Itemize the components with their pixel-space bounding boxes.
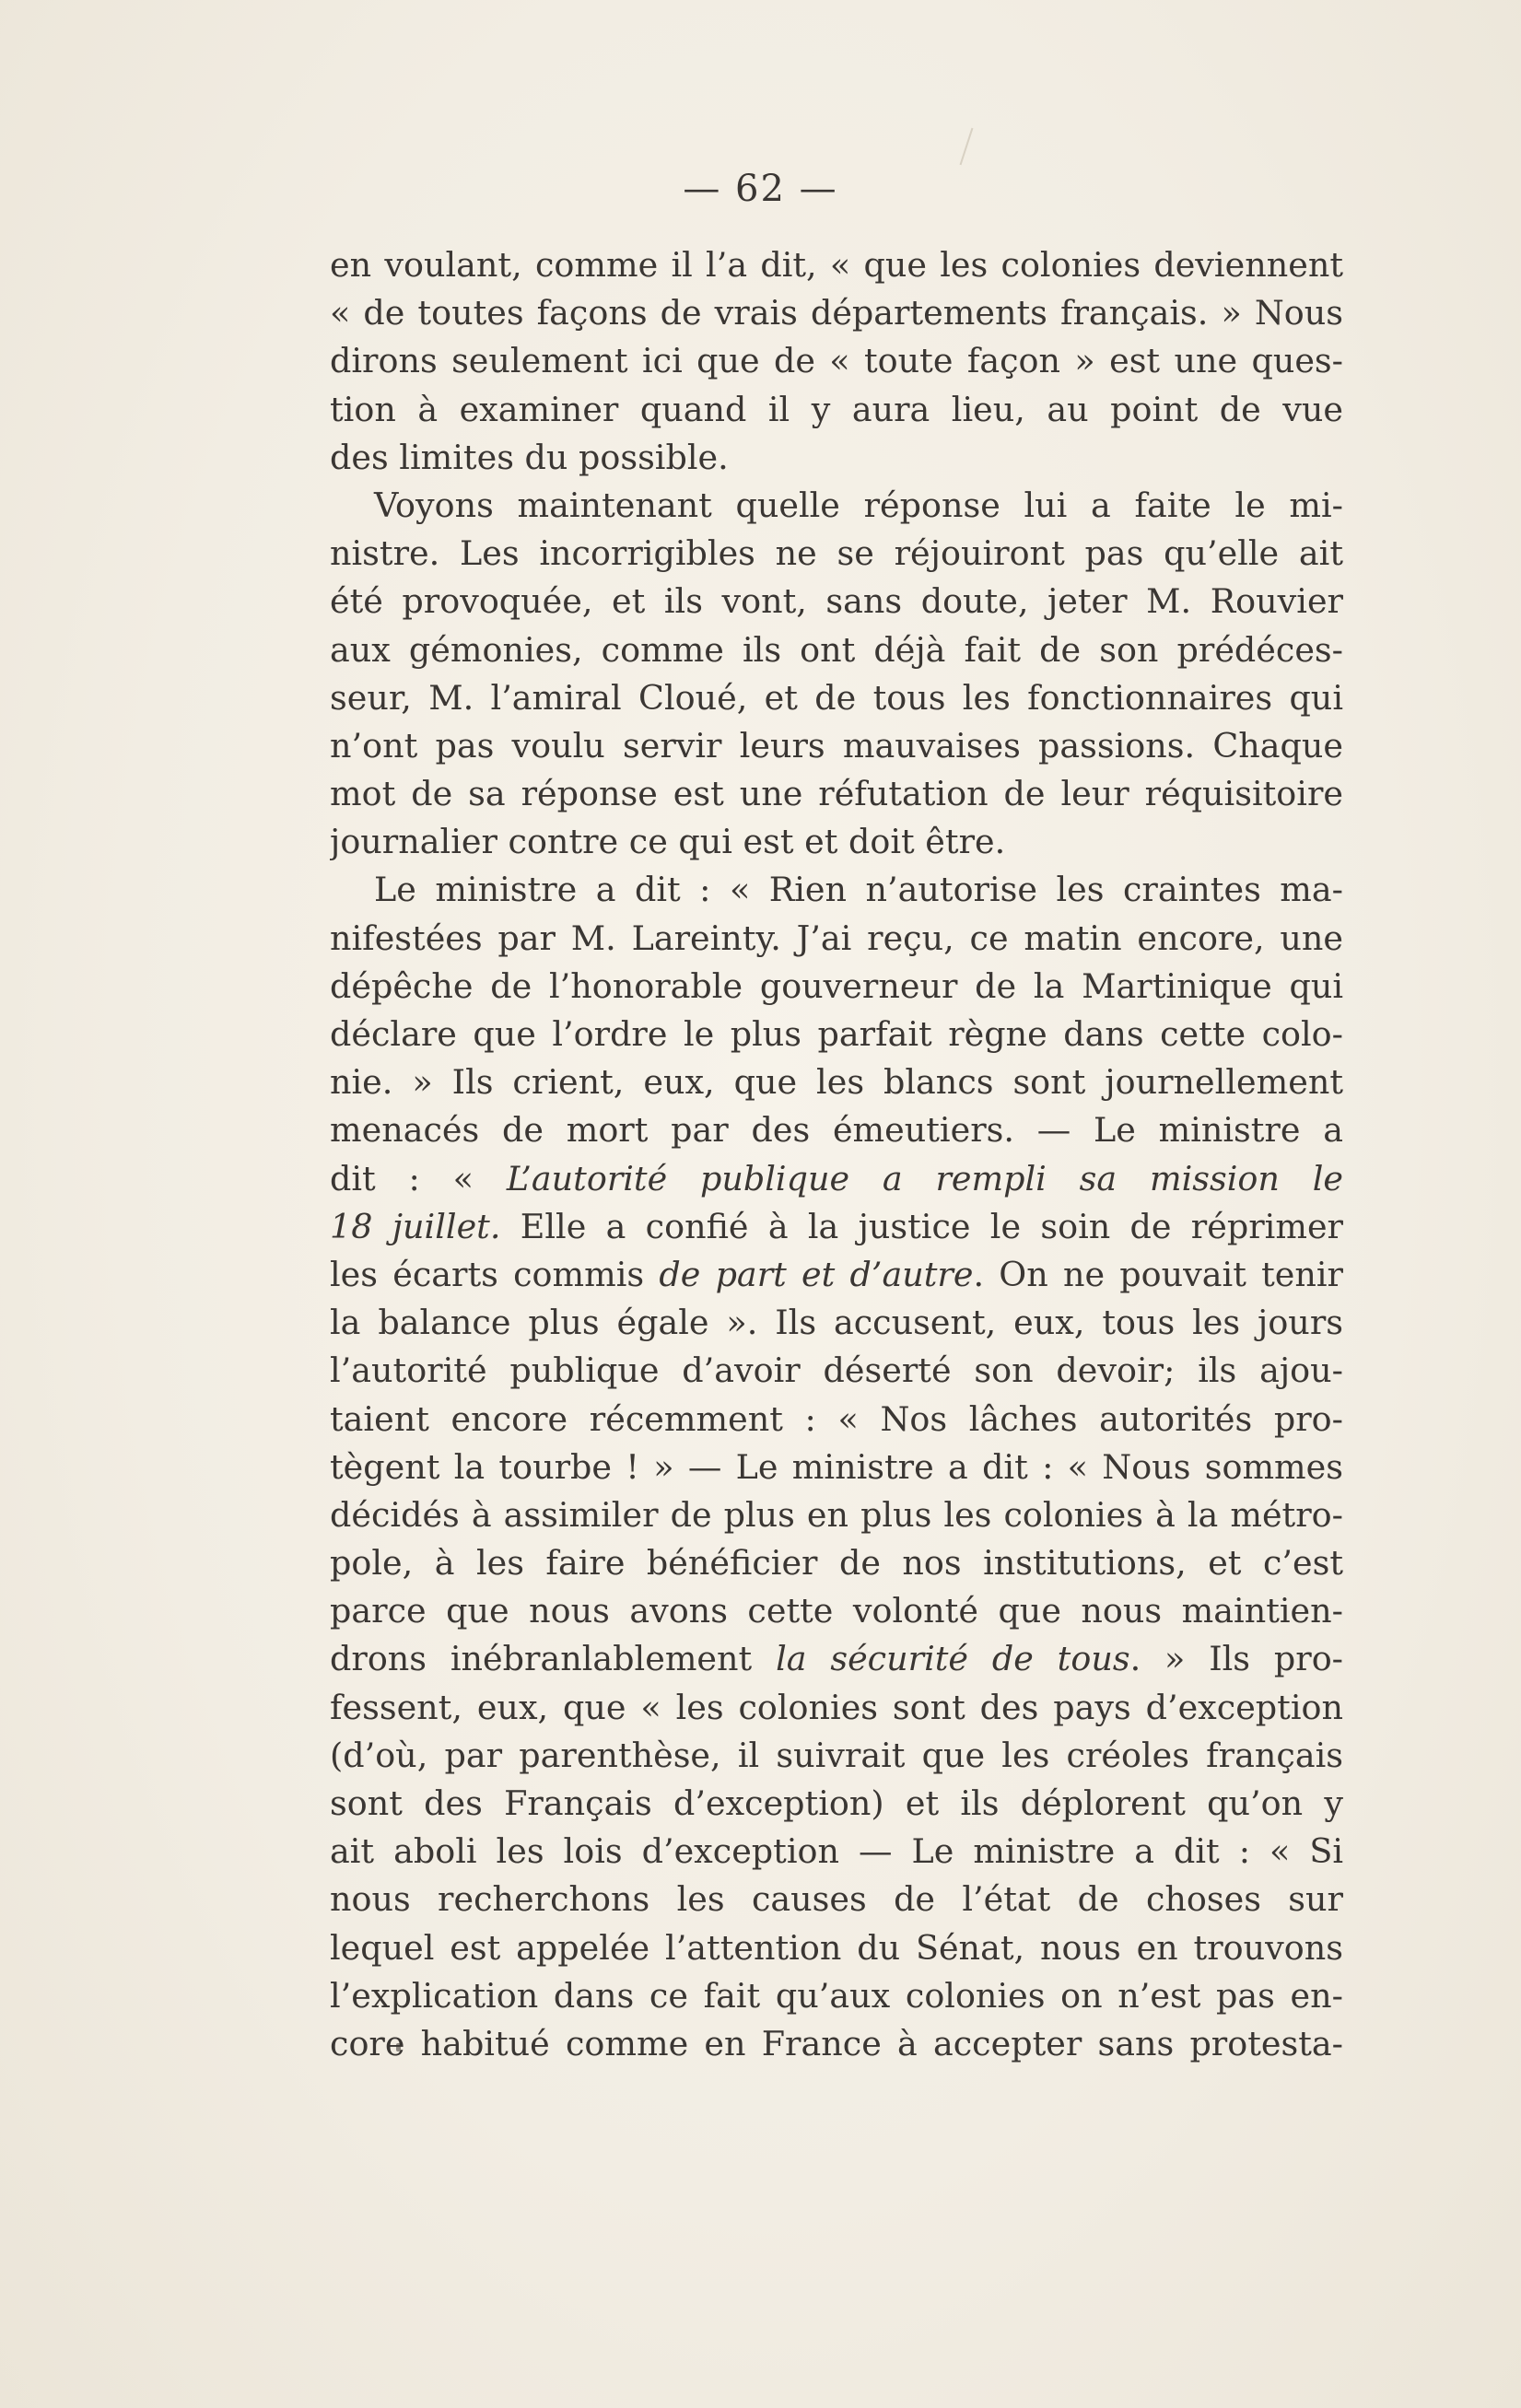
text-line: des limites du possible. xyxy=(330,437,729,477)
body-text xyxy=(330,241,1343,2068)
text-line: tègent la tourbe ! » — Le ministre a dit : « Nous sommes xyxy=(330,1446,1343,1487)
text-line: « de toutes façons de vrais départements français. » Nous xyxy=(330,293,1343,333)
page-number: — 62 — xyxy=(683,168,838,210)
text-line: seur, M. l’amiral Cloué, et de tous les fonctionnaires qui xyxy=(330,677,1343,718)
text-line: l’explication dans ce fait qu’aux colonies on n’est pas en- xyxy=(330,1975,1343,2016)
italic-date: 18 juillet. xyxy=(330,1206,501,1246)
text-line: (d’où, par parenthèse, il suivrait que les créoles français xyxy=(330,1735,1343,1775)
text-line: Voyons maintenant quelle réponse lui a faite le mi- xyxy=(374,485,1343,525)
text-line: décidés à assimiler de plus en plus les colonies à la métro- xyxy=(330,1494,1343,1535)
text-line: taient encore récemment : « Nos lâches autorités pro- xyxy=(330,1398,1343,1439)
text-line: Le ministre a dit : « Rien n’autorise les craintes ma- xyxy=(374,870,1343,910)
text-line: déclare que l’ordre le plus parfait règne dans cette colo- xyxy=(330,1014,1343,1054)
text-line: 18 juillet. Elle a confié à la justice le soin de réprimer xyxy=(330,1206,1343,1246)
text-line: en voulant, comme il l’a dit, « que les colonies deviennent xyxy=(330,245,1343,285)
text-line: dit : « L’autorité publique a rempli sa mission le xyxy=(330,1158,1343,1198)
text-line: mot de sa réponse est une réfutation de leur réquisitoire xyxy=(330,774,1343,814)
italic-quote: L’autorité publique a rempli sa mission le xyxy=(506,1158,1343,1198)
text-line: dirons seulement ici que de « toute façon » est une ques- xyxy=(330,341,1343,381)
text-line: parce que nous avons cette volonté que nous maintien- xyxy=(330,1591,1343,1631)
text-line: menacés de mort par des émeutiers. — Le ministre a xyxy=(330,1110,1343,1151)
text-line: ait aboli les lois d’exception — Le ministre a dit : « Si xyxy=(330,1831,1343,1872)
text-line: aux gémonies, comme ils ont déjà fait de son prédéces- xyxy=(330,629,1343,670)
text-line: journalier contre ce qui est et doit être. xyxy=(330,822,1006,862)
text-line: nous recherchons les causes de l’état de choses sur xyxy=(330,1879,1343,1920)
text-line: été provoquée, et ils vont, sans doute, jeter M. Rouvier xyxy=(330,581,1343,622)
text-line: tion à examiner quand il y aura lieu, au point de vue xyxy=(330,389,1343,429)
text-line: la balance plus égale ». Ils accusent, eux, tous les jours xyxy=(330,1303,1343,1343)
italic-phrase: la sécurité de tous xyxy=(776,1639,1130,1679)
text-line: nifestées par M. Lareinty. J’ai reçu, ce matin encore, une xyxy=(330,918,1343,958)
text-line: sont des Français d’exception) et ils déplorent qu’on y xyxy=(330,1783,1343,1823)
text-line: lequel est appelée l’attention du Sénat, nous en trouvons xyxy=(330,1927,1343,1968)
text-line: core habitué comme en France à accepter sans protesta- xyxy=(330,2023,1343,2063)
text-line: fessent, eux, que « les colonies sont des pays d’exception xyxy=(330,1687,1343,1727)
text-line: nistre. Les incorrigibles ne se réjouiront pas qu’elle ait xyxy=(330,533,1343,574)
text-line: les écarts commis de part et d’autre. On ne pouvait tenir xyxy=(330,1254,1343,1294)
text-line: n’ont pas voulu servir leurs mauvaises passions. Chaque xyxy=(330,725,1343,766)
text-line: l’autorité publique d’avoir déserté son devoir; ils ajou- xyxy=(330,1350,1343,1391)
text-line: nie. » Ils crient, eux, que les blancs sont journellement xyxy=(330,1062,1343,1103)
text-line: pole, à les faire bénéficier de nos institutions, et c’est xyxy=(330,1543,1343,1584)
text-line: dépêche de l’honorable gouverneur de la Martinique qui xyxy=(330,965,1343,1006)
italic-phrase: de part et d’autre xyxy=(659,1254,974,1294)
text-line: drons inébranlablement la sécurité de tous. » Ils pro- xyxy=(330,1639,1343,1679)
